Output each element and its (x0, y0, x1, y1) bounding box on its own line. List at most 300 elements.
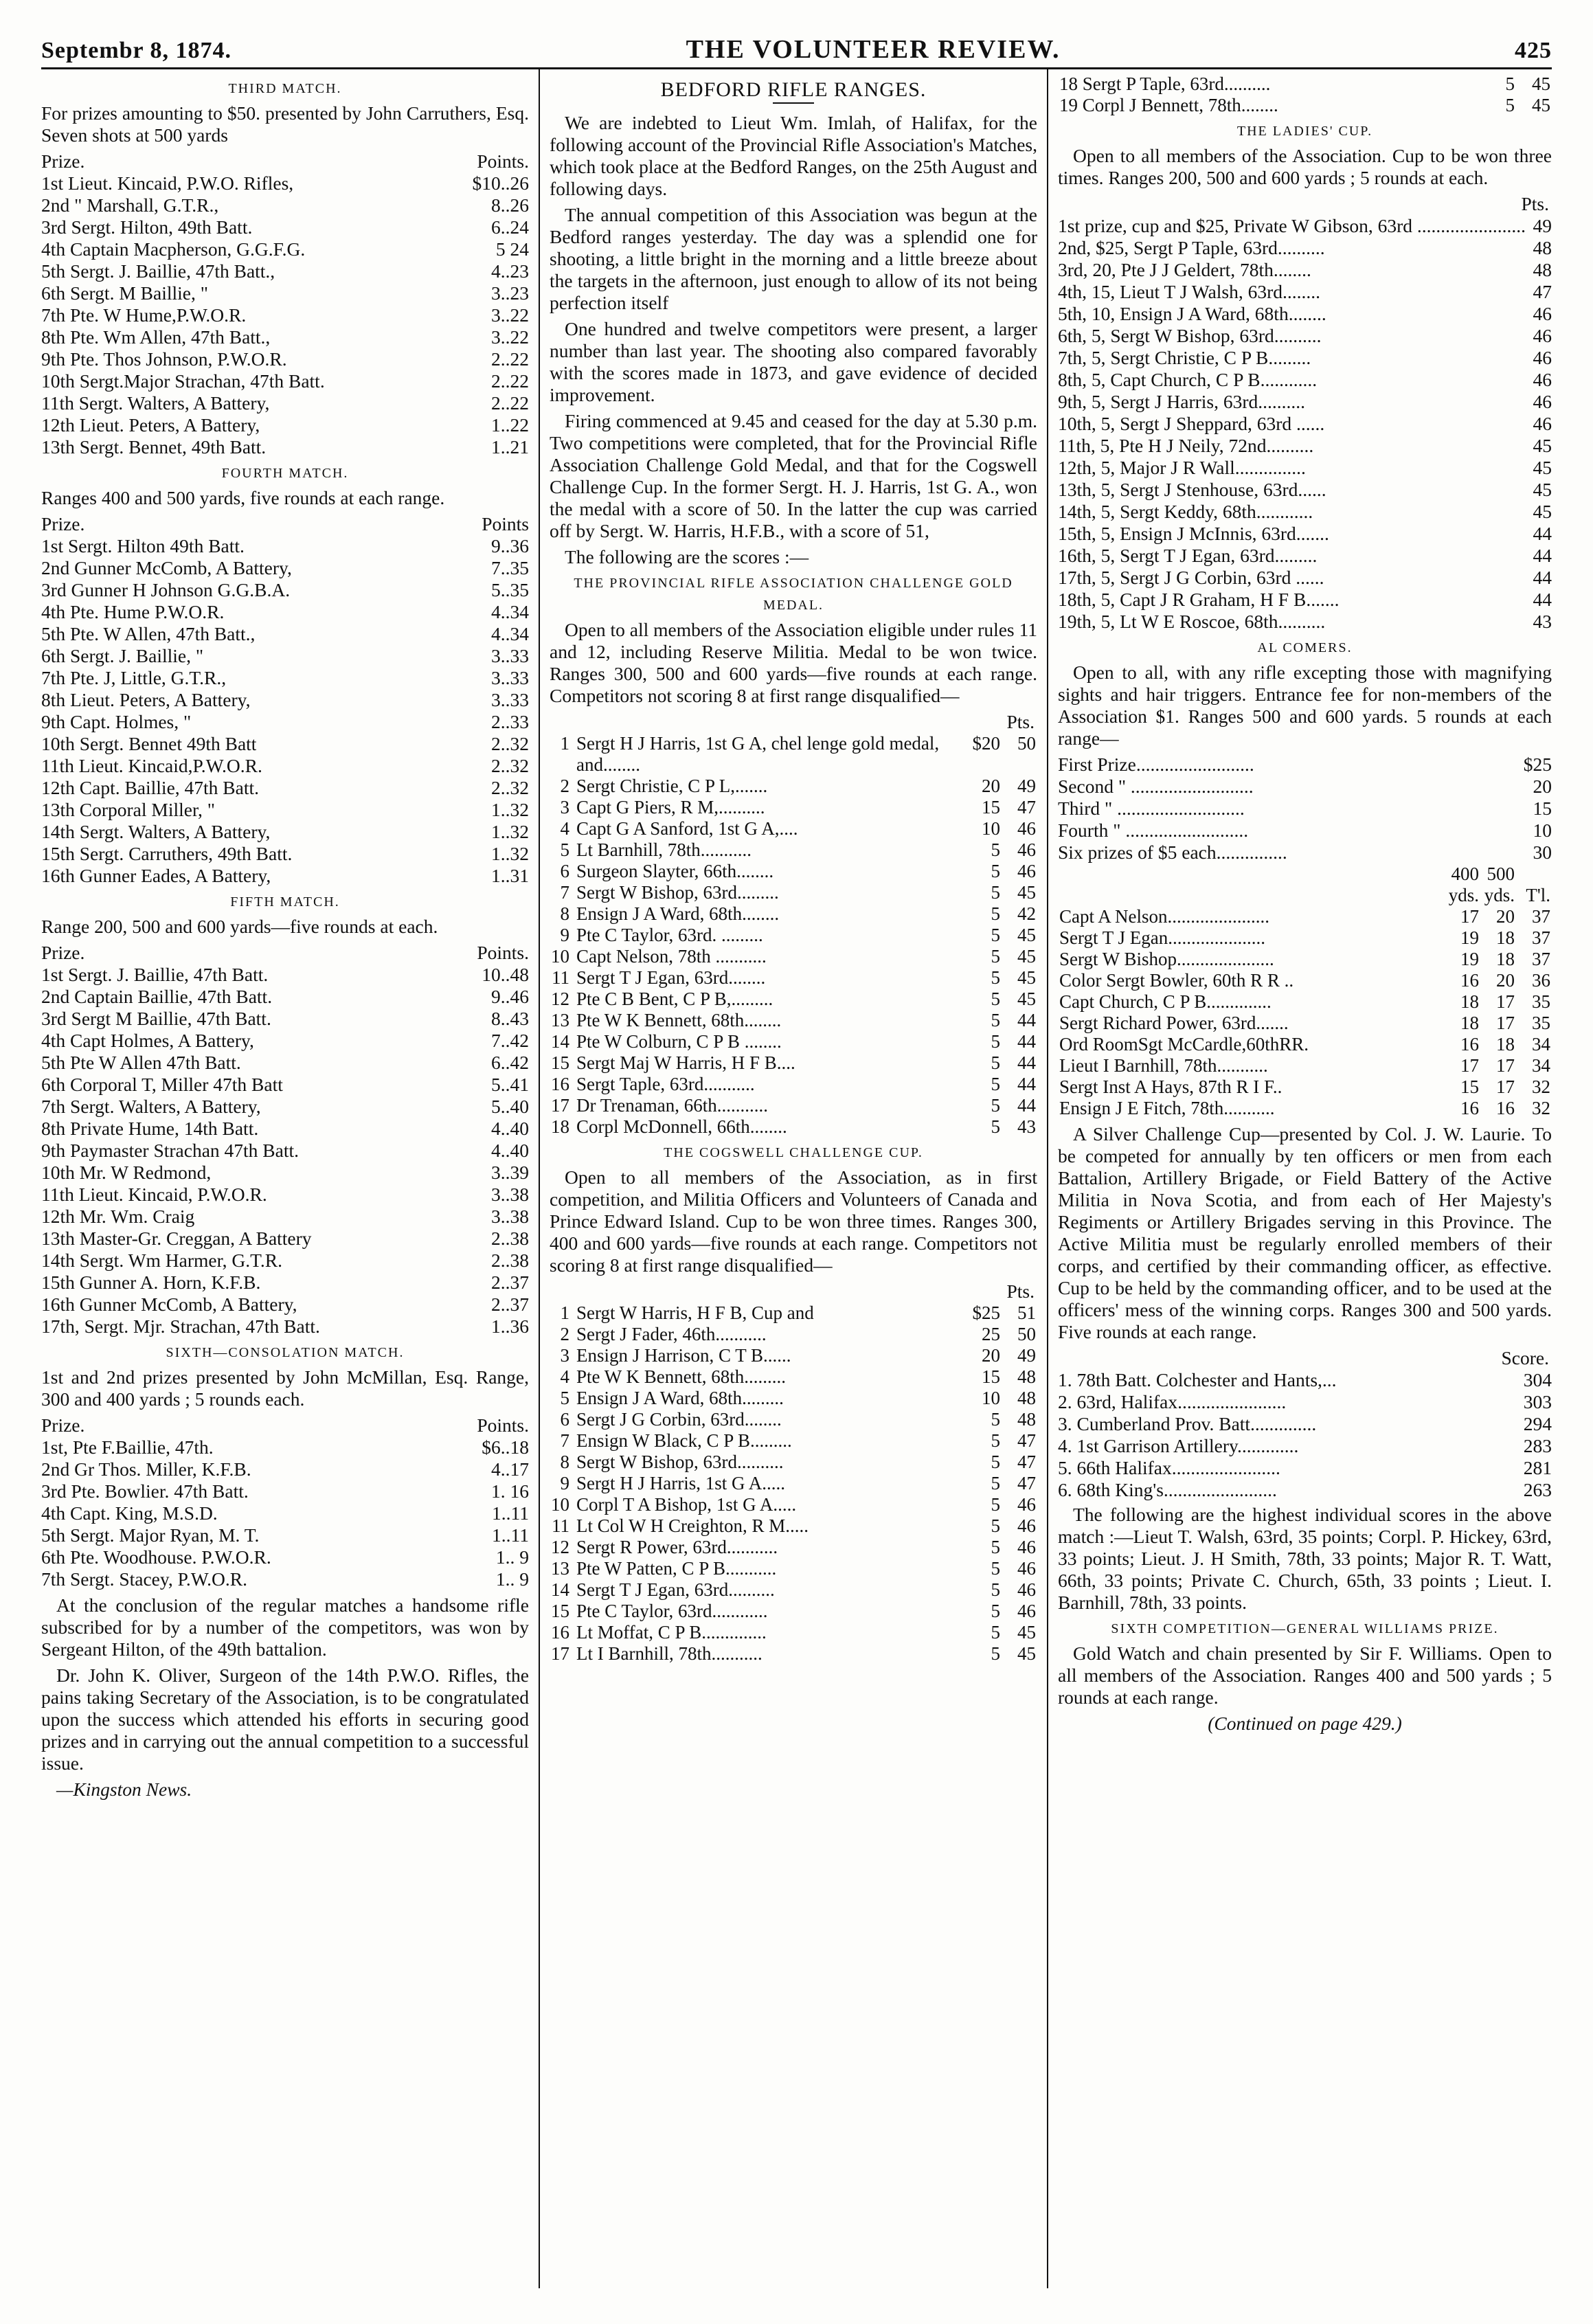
sixth-competition-heading: SIXTH COMPETITION—GENERAL WILLIAMS PRIZE. (1111, 1621, 1499, 1636)
rank: 3 (560, 1345, 569, 1366)
table-row (1058, 1034, 1552, 1055)
competitor: Ensign W Black, C P B......... (576, 1430, 792, 1451)
score: 283 (1523, 1435, 1552, 1456)
result-row (1058, 259, 1552, 281)
competitor: 1st, Pte F.Baillie, 47th. (41, 1436, 214, 1458)
competitor: Lt Barnhill, 78th........... (576, 839, 752, 860)
competitor: 15th Sergt. Carruthers, 49th Batt. (41, 843, 293, 864)
competitor: 12th Mr. Wm. Craig (41, 1206, 195, 1227)
score: 3..22 (491, 326, 529, 348)
result-row (41, 689, 529, 711)
page-header (41, 34, 1552, 65)
intro-paragraph: We are indebted to Lieut Wm. Imlah, of Halifax, for the following account of the Provincial Rifle Association's Matches, which took place at the Bedford Ranges, on the 25th August and following days. (550, 112, 1037, 199)
competitor: 9th Paymaster Strachan 47th Batt. (41, 1140, 299, 1161)
result-row (1058, 457, 1552, 479)
points: 49 (1017, 1345, 1036, 1366)
result-row (41, 799, 529, 821)
points: 46 (1017, 861, 1036, 881)
result-row (41, 238, 529, 260)
score: 45 (1533, 435, 1552, 456)
table-row (550, 1345, 1037, 1366)
points: 45 (1532, 74, 1550, 94)
points: 48 (1017, 1388, 1036, 1408)
competitor: 15th Gunner A. Horn, K.F.B. (41, 1272, 261, 1293)
result-row (1058, 1457, 1552, 1479)
score: 49 (1533, 215, 1552, 236)
competitor: Ensign J A Ward, 68th......... (576, 1388, 784, 1408)
cogswell-cup-intro: Open to all members of the Association, as in first competition, and Militia Officers and Volunteers of Canada and Prince Edward Island. Cup to be won three times. Ranges 300, 400 and 600 yards—five rounds at each range. Competitors not scoring 8 at first range disqualified— (550, 1166, 1037, 1276)
table-row (1058, 970, 1552, 991)
prize: 20 (982, 1345, 1000, 1366)
fourth-match-heading: FOURTH MATCH. (221, 466, 349, 481)
competitor: 19th, 5, Lt W E Roscoe, 68th.......... (1058, 611, 1326, 632)
result-row (41, 1272, 529, 1294)
result-row (1058, 391, 1552, 413)
score: 46 (1533, 325, 1552, 346)
score: 5..41 (491, 1074, 529, 1095)
score: 281 (1523, 1457, 1552, 1478)
competitor: 14th Sergt. Wm Harmer, G.T.R. (41, 1250, 283, 1271)
competitor: Sergt H J Harris, 1st G A, chel lenge gold medal, and........ (576, 733, 940, 775)
competitor: Sergt T J Egan, 63rd.......... (576, 1579, 775, 1600)
fifth-match-heading: FIFTH MATCH. (230, 894, 340, 910)
table-row (550, 797, 1037, 818)
result-row (41, 326, 529, 348)
competitor: Sergt Inst A Hays, 87th R I F.. (1059, 1076, 1283, 1097)
total: 32 (1532, 1098, 1550, 1118)
prize: 5 (991, 1095, 1000, 1116)
table-row (1058, 927, 1552, 949)
score: 48 (1533, 259, 1552, 280)
prize: 5 (991, 1010, 1000, 1030)
competitor: Pte W Patten, C P B........... (576, 1558, 777, 1579)
competitor: 7th Sergt. Walters, A Battery, (41, 1096, 261, 1117)
competitor: Capt Nelson, 78th ........... (576, 946, 767, 967)
result-row (41, 579, 529, 601)
source-credit: —Kingston News. (56, 1779, 192, 1800)
result-row (1058, 842, 1552, 864)
competitor: 6th Sergt. J. Baillie, " (41, 645, 204, 666)
points: 44 (1017, 1010, 1036, 1030)
score-400: 19 (1460, 949, 1479, 969)
competitor: 16th Gunner McComb, A Battery, (41, 1294, 297, 1315)
range-head-row-2 (1058, 885, 1552, 906)
prize: 5 (991, 861, 1000, 881)
all-comers-heading: AL COMERS. (1257, 640, 1353, 655)
competitor: 11th Sergt. Walters, A Battery, (41, 392, 270, 414)
score-400: 16 (1460, 1034, 1479, 1054)
competitor: Capt A Nelson...................... (1059, 906, 1270, 927)
score: 47 (1533, 281, 1552, 302)
score: 30 (1533, 842, 1552, 863)
score: 1..11 (492, 1502, 529, 1524)
score: $6..18 (482, 1436, 529, 1458)
result-row (1058, 545, 1552, 567)
score: 4..34 (491, 601, 529, 622)
table-row (550, 1537, 1037, 1558)
competitor: 3rd Pte. Bowlier. 47th Batt. (41, 1480, 249, 1502)
rank: 1 (560, 1302, 569, 1323)
prize: 5 (991, 1579, 1000, 1600)
result-row (41, 645, 529, 667)
points: 44 (1017, 1095, 1036, 1116)
points: 44 (1017, 1052, 1036, 1073)
rank: 5 (560, 1388, 569, 1408)
table-row (1058, 1055, 1552, 1076)
range-head-row (1058, 864, 1552, 885)
score: 1.. 9 (495, 1568, 529, 1590)
competitor: Sergt Taple, 63rd........... (576, 1074, 755, 1094)
total: 37 (1532, 949, 1550, 969)
highest-scores-paragraph: The following are the highest individual scores in the above match :—Lieut T. Walsh, 63rd, 35 points; Corpl. P. Hickey, 63rd, 33 points; Lieut. J. H Smith, 78th, 33 points; Major R. T. Watt, 66th, 33 points; Private C. Church, 65th, 33 points ; Lieut. I. Barnhill, 78th, 33 points. (1058, 1504, 1552, 1613)
score: 304 (1523, 1369, 1552, 1390)
fourth-match-table-head (41, 513, 529, 535)
columns (41, 69, 1552, 2288)
table-row (1058, 949, 1552, 970)
competitor: Sergt Maj W Harris, H F B.... (576, 1052, 795, 1073)
score: 3..33 (491, 645, 529, 666)
competitor: 13th Corporal Miller, " (41, 799, 216, 820)
prize: 5 (991, 967, 1000, 988)
total: 35 (1532, 991, 1550, 1012)
competitor: 1st prize, cup and $25, Private W Gibson, 63rd ....................... (1058, 215, 1526, 236)
prize: 5 (991, 1515, 1000, 1536)
yds-label: yds. (1484, 885, 1515, 905)
article-heading: BEDFORD RIFLE RANGES. (660, 78, 927, 101)
score: 8..43 (491, 1008, 529, 1029)
competitor: 5th Pte W Allen 47th Batt. (41, 1052, 241, 1073)
fourth-match-results (41, 535, 529, 887)
competitor: Capt G Piers, R M,.......... (576, 797, 765, 817)
points-head: Points. (477, 150, 529, 172)
competitor: Ord RoomSgt McCardle,60thRR. (1059, 1034, 1309, 1054)
all-comers-prizes (1058, 754, 1552, 864)
rank: 14 (551, 1579, 569, 1600)
competitor: 5. 66th Halifax....................... (1058, 1457, 1280, 1478)
rank: 4 (560, 818, 569, 839)
points-head: Points. (477, 1414, 529, 1436)
score: 1..36 (491, 1316, 529, 1337)
result-row (41, 601, 529, 623)
firing-paragraph: Firing commenced at 9.45 and ceased for the day at 5.30 p.m. Two competitions were completed, that for the Provincial Rifle Association Challenge Gold Medal, and that for the Cogswell Challenge Cup. In the former Sergt. H. J. Harris, 1st G. A., won the medal with a score of 50. In the latter the cup was carried off by Sergt. W. Harris, H.F.B., with a score of 51, (550, 410, 1037, 541)
score: 46 (1533, 413, 1552, 434)
table-row (550, 1324, 1037, 1345)
result-row (1058, 820, 1552, 842)
competitor: 3rd Gunner H Johnson G.G.B.A. (41, 579, 291, 600)
result-row (1058, 479, 1552, 501)
score: 263 (1523, 1479, 1552, 1500)
result-row (41, 392, 529, 414)
competitor: Ensign J A Ward, 68th........ (576, 903, 780, 924)
result-row (41, 667, 529, 689)
points: 49 (1017, 776, 1036, 796)
table-row (550, 882, 1037, 903)
points: 46 (1017, 839, 1036, 860)
table-row (1058, 1013, 1552, 1034)
prize: $20 (972, 733, 1000, 754)
score: 46 (1533, 347, 1552, 368)
rank: 11 (552, 967, 569, 988)
competitor: Corpl McDonnell, 66th........ (576, 1116, 787, 1137)
score: 9..46 (491, 986, 529, 1007)
prize: 25 (982, 1324, 1000, 1344)
result-row (41, 1546, 529, 1568)
points: 46 (1017, 1558, 1036, 1579)
points: 46 (1017, 818, 1036, 839)
competitor: 6. 68th King's........................ (1058, 1479, 1277, 1500)
points: 45 (1017, 1622, 1036, 1643)
score-400: 18 (1460, 1013, 1479, 1033)
result-row (41, 282, 529, 304)
gold-medal-table (550, 733, 1037, 1138)
score: 4..40 (491, 1118, 529, 1139)
result-row (1058, 1479, 1552, 1501)
competitor: 18 Sergt P Taple, 63rd.......... (1059, 74, 1271, 94)
competitor: Sergt W Harris, H F B, Cup and (576, 1302, 814, 1323)
range-500: 500 (1487, 864, 1515, 884)
competitor: Capt Church, C P B.............. (1059, 991, 1272, 1012)
table-row (550, 946, 1037, 967)
score: 46 (1533, 303, 1552, 324)
competitor: Pte W K Bennett, 68th........ (576, 1010, 782, 1030)
competitor: Sergt H J Harris, 1st G A..... (576, 1473, 786, 1493)
table-row (550, 1010, 1037, 1031)
points: 44 (1017, 1074, 1036, 1094)
competitor: 11th Lieut. Kincaid, P.W.O.R. (41, 1184, 267, 1205)
competitor: 2nd Gunner McComb, A Battery, (41, 557, 292, 578)
rank: 1 (560, 733, 569, 754)
fifth-match-table-head (41, 942, 529, 964)
score: 6..42 (491, 1052, 529, 1073)
competitor: 10th Sergt.Major Strachan, 47th Batt. (41, 370, 325, 392)
result-row (41, 1118, 529, 1140)
score: 1..11 (492, 1524, 529, 1546)
competitor: 12th Lieut. Peters, A Battery, (41, 414, 260, 436)
score: 2..32 (491, 755, 529, 776)
score: 5 24 (495, 238, 529, 260)
result-row (1058, 589, 1552, 611)
score-400: 17 (1460, 906, 1479, 927)
competitor: 5th Sergt. Major Ryan, M. T. (41, 1524, 260, 1546)
prize: 10 (982, 818, 1000, 839)
table-row (550, 1031, 1037, 1052)
third-match-table-head (41, 150, 529, 172)
score-400: 19 (1460, 927, 1479, 948)
table-row (550, 925, 1037, 946)
competitor: Pte C Taylor, 63rd............ (576, 1601, 768, 1621)
table-row (550, 1409, 1037, 1430)
ladies-cup-heading: THE LADIES' CUP. (1236, 124, 1373, 139)
cogswell-cup-table (550, 1302, 1037, 1665)
result-row (41, 1568, 529, 1590)
score: 9..36 (491, 535, 529, 556)
result-row (1058, 567, 1552, 589)
heading-dash (773, 102, 814, 104)
points: 45 (1017, 946, 1036, 967)
result-row (41, 1008, 529, 1030)
sixth-match-table-head (41, 1414, 529, 1436)
yds-label: yds. (1448, 885, 1479, 905)
competitor: 17th, Sergt. Mjr. Strachan, 47th Batt. (41, 1316, 320, 1337)
competitor: Surgeon Slayter, 66th........ (576, 861, 774, 881)
fourth-match-intro: Ranges 400 and 500 yards, five rounds at each range. (41, 487, 445, 508)
prize: 5 (991, 1116, 1000, 1137)
rank: 4 (560, 1366, 569, 1387)
silver-cup-paragraph: A Silver Challenge Cup—presented by Col. J. W. Laurie. To be competed for annually by ten officers or men from each Battalion, Artillery Brigade, or Field Battery of the Active Militia in Nova Scotia, and from each of Her Majesty's Regiments or Artillery Brigades serving in this Province. The Active Militia must be regularly enrolled members of their corps, and certified by their commanding officer, as effective. Cup to be held by the commanding officer, and to be used at the officers' mess of the winning corps. Ranges 300 and 500 yards. Five rounds at each range. (1058, 1123, 1552, 1342)
score-400: 15 (1460, 1076, 1479, 1097)
total: 34 (1532, 1034, 1550, 1054)
competitor: 7th Pte. W Hume,P.W.O.R. (41, 304, 247, 326)
prize: 5 (991, 989, 1000, 1009)
table-row (550, 903, 1037, 925)
rank: 7 (560, 1430, 569, 1451)
prize: 5 (991, 1430, 1000, 1451)
score: 2..32 (491, 777, 529, 798)
prize: 5 (991, 1452, 1000, 1472)
competitor: 5th, 10, Ensign J A Ward, 68th........ (1058, 303, 1326, 324)
table-row (550, 776, 1037, 797)
competitor: 5th Sergt. J. Baillie, 47th Batt., (41, 260, 275, 282)
rank: 15 (551, 1601, 569, 1621)
points: 45 (1017, 925, 1036, 945)
competitor: 3rd, 20, Pte J J Geldert, 78th........ (1058, 259, 1311, 280)
table-row (550, 1473, 1037, 1494)
rank: 17 (551, 1643, 569, 1664)
prize-head: Prize. (41, 1414, 85, 1436)
score: 3..23 (491, 282, 529, 304)
score: 2..33 (491, 711, 529, 732)
prize: 15 (982, 797, 1000, 817)
ladies-cup-results (1058, 215, 1552, 633)
competitor: 14th, 5, Sergt Keddy, 68th............ (1058, 501, 1313, 522)
score: $25 (1523, 754, 1552, 775)
score: 3..22 (491, 304, 529, 326)
competitor: 4th Pte. Hume P.W.O.R. (41, 601, 225, 622)
sixth-match-intro: 1st and 2nd prizes presented by John McMillan, Esq. Range, 300 and 400 yards ; 5 rounds each. (41, 1366, 529, 1410)
result-row (41, 1294, 529, 1316)
result-row (41, 414, 529, 436)
score: 1..32 (491, 843, 529, 864)
score: 1..21 (491, 436, 529, 458)
score: 294 (1523, 1413, 1552, 1434)
result-row (41, 1096, 529, 1118)
williams-prize-paragraph: Gold Watch and chain presented by Sir F. Williams. Open to all members of the Association. Ranges 400 and 500 yards ; 5 rounds at each range. (1058, 1643, 1552, 1708)
result-row (1058, 303, 1552, 325)
score: 2..37 (491, 1272, 529, 1293)
competitor: Third " ........................... (1058, 798, 1245, 819)
table-row (550, 818, 1037, 839)
rank: 18 (551, 1116, 569, 1137)
competitor: Capt G A Sanford, 1st G A,.... (576, 818, 798, 839)
points: 46 (1017, 1579, 1036, 1600)
result-row (1058, 1413, 1552, 1435)
points: 47 (1017, 1430, 1036, 1451)
competitor: Pte C Taylor, 63rd. ......... (576, 925, 763, 945)
competitor: Lt Moffat, C P B.............. (576, 1622, 767, 1643)
competitor: Color Sergt Bowler, 60th R R .. (1059, 970, 1294, 991)
score: 5..40 (491, 1096, 529, 1117)
score: 4..40 (491, 1140, 529, 1161)
competitor: Lt I Barnhill, 78th........... (576, 1643, 762, 1664)
score: 10..48 (482, 964, 529, 985)
result-row (1058, 501, 1552, 523)
competitor: Dr Trenaman, 66th........... (576, 1095, 768, 1116)
score: 4..34 (491, 623, 529, 644)
result-row (41, 777, 529, 799)
prize: 5 (991, 839, 1000, 860)
competitor: Fourth " .......................... (1058, 820, 1249, 841)
result-row (1058, 215, 1552, 237)
table-row (550, 1558, 1037, 1579)
score: 15 (1533, 798, 1552, 819)
table-row (550, 1116, 1037, 1138)
result-row (1058, 1435, 1552, 1457)
competitor: Sergt T J Egan..................... (1059, 927, 1266, 948)
score: 303 (1523, 1391, 1552, 1412)
total: 37 (1532, 906, 1550, 927)
table-row (550, 1074, 1037, 1095)
table-row (550, 1494, 1037, 1515)
prize: 5 (1505, 95, 1515, 115)
score-500: 17 (1496, 991, 1515, 1012)
competitor: 12th Capt. Baillie, 47th Batt. (41, 777, 259, 798)
rank: 16 (551, 1622, 569, 1643)
score: 5..35 (491, 579, 529, 600)
competitor: Sergt R Power, 63rd........... (576, 1537, 778, 1557)
table-row (550, 989, 1037, 1010)
result-row (1058, 776, 1552, 798)
competitor: 4th Capt Holmes, A Battery, (41, 1030, 254, 1051)
result-row (41, 711, 529, 733)
score-500: 20 (1496, 970, 1515, 991)
cup-continuation-table (1058, 74, 1552, 116)
score: 48 (1533, 237, 1552, 258)
competitor: Corpl T A Bishop, 1st G A..... (576, 1494, 797, 1515)
result-row (41, 535, 529, 557)
score: $10..26 (472, 172, 529, 194)
score: 10 (1533, 820, 1552, 841)
competitor: 4th Capt. King, M.S.D. (41, 1502, 218, 1524)
competitor: Sergt T J Egan, 63rd........ (576, 967, 766, 988)
prize: 5 (991, 1409, 1000, 1430)
score: 6..24 (491, 216, 529, 238)
competitor: Sergt W Bishop, 63rd......... (576, 882, 779, 903)
competitor: 3rd Sergt M Baillie, 47th Batt. (41, 1008, 271, 1029)
competitor: 10th Mr. W Redmond, (41, 1162, 212, 1183)
prize: 5 (991, 1473, 1000, 1493)
result-row (41, 172, 529, 194)
score: 44 (1533, 545, 1552, 566)
prize: 10 (982, 1388, 1000, 1408)
competitor: Sergt Christie, C P L,....... (576, 776, 768, 796)
table-row (550, 1052, 1037, 1074)
competitor: 4th, 15, Lieut T J Walsh, 63rd........ (1058, 281, 1321, 302)
prize: 5 (991, 1622, 1000, 1643)
score: 45 (1533, 457, 1552, 478)
score: 2..37 (491, 1294, 529, 1315)
result-row (41, 370, 529, 392)
points: 42 (1017, 903, 1036, 924)
score: 2..22 (491, 392, 529, 414)
competitor: 6th Corporal T, Miller 47th Batt (41, 1074, 283, 1095)
result-row (41, 986, 529, 1008)
ladies-cup-intro: Open to all members of the Association. Cup to be won three times. Ranges 200, 500 and 600 yards ; 5 rounds at each. (1058, 145, 1552, 188)
points: 50 (1017, 733, 1036, 754)
result-row (41, 821, 529, 843)
total: 32 (1532, 1076, 1550, 1097)
rank: 2 (560, 1324, 569, 1344)
rank: 6 (560, 1409, 569, 1430)
